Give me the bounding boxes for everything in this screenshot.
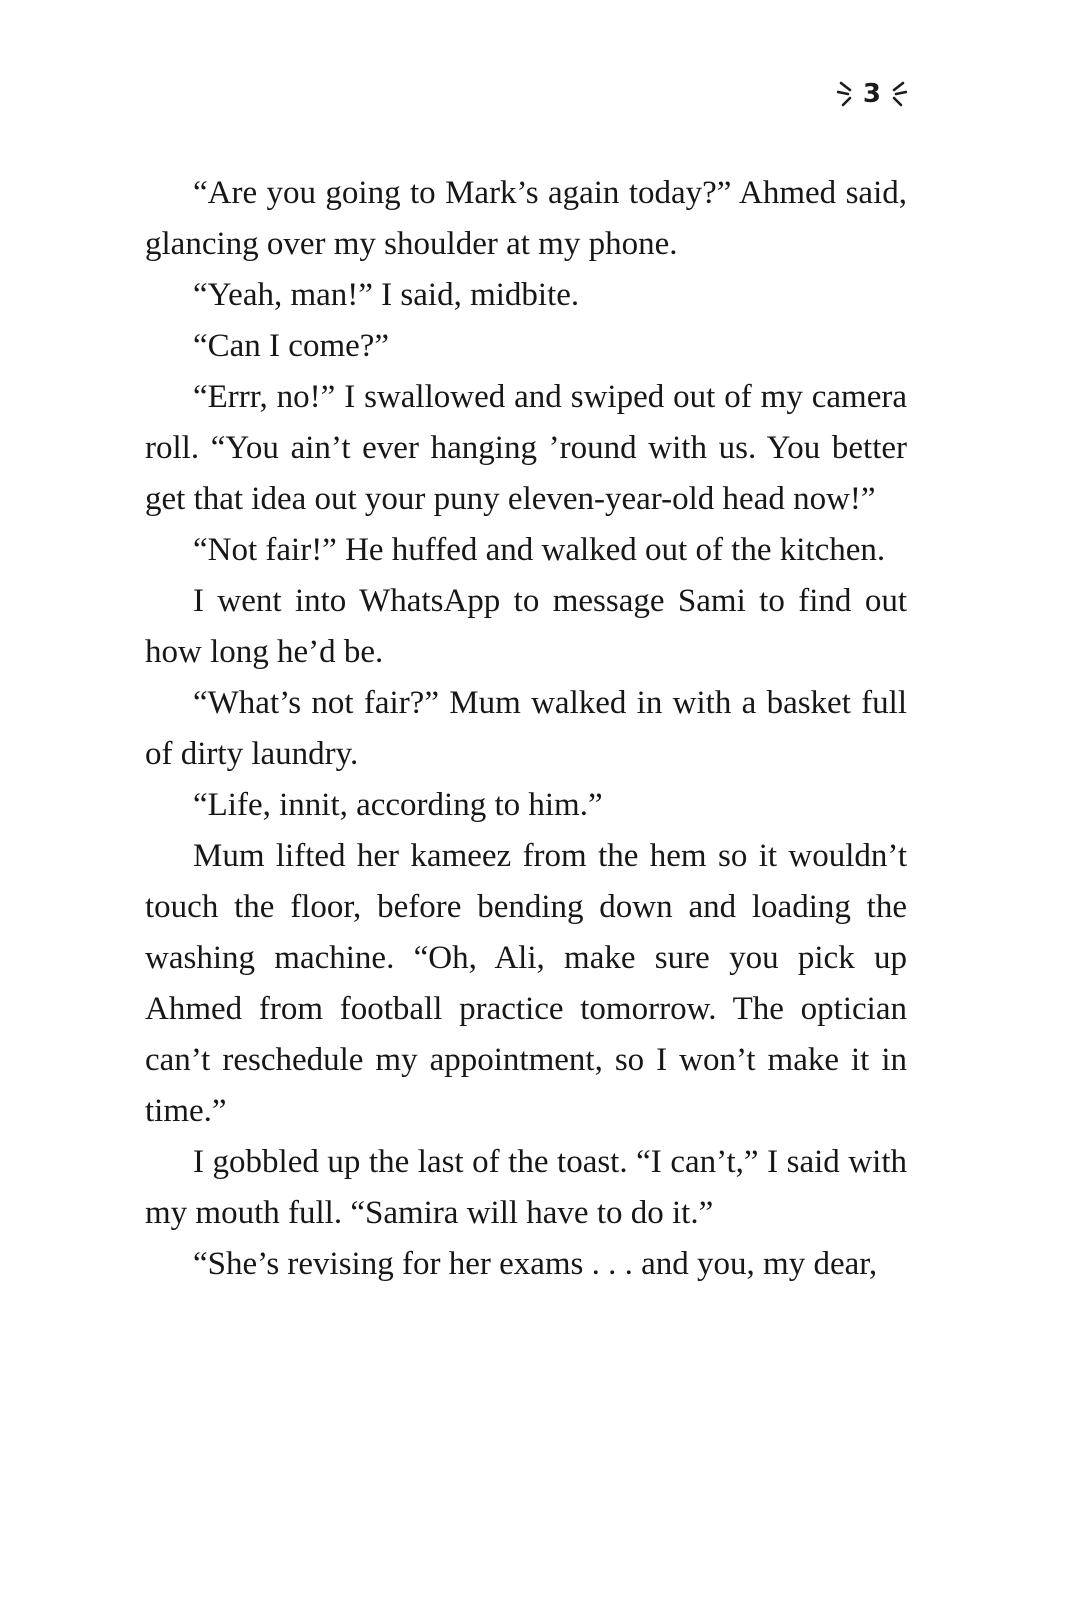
burst-left-icon (837, 80, 854, 107)
paragraph: “What’s not fair?” Mum walked in with a basket full of dirty laundry. (145, 685, 907, 772)
burst-right-icon (890, 80, 907, 107)
page-number-folio (837, 80, 907, 107)
paragraph: “Not fair!” He huffed and walked out of the kitchen. (193, 532, 886, 568)
paragraph: “Can I come?” (193, 328, 390, 364)
paragraph: “Errr, no!” I swallowed and swiped out of my camera roll. “You ain’t ever hanging ’round with us. You better get that idea out your puny eleven-year-old head now!” (145, 379, 907, 517)
page-text-block (145, 168, 907, 1290)
paragraph: “Yeah, man!” I said, midbite. (193, 277, 580, 313)
paragraph: I went into WhatsApp to message Sami to find out how long he’d be. (145, 583, 907, 670)
paragraph: “Are you going to Mark’s again today?” Ahmed said, glancing over my shoulder at my phone. (145, 175, 907, 262)
paragraph: “She’s revising for her exams . . . and you, my dear, (193, 1246, 878, 1282)
paragraph: I gobbled up the last of the toast. “I can’t,” I said with my mouth full. “Samira will have to do it.” (145, 1144, 907, 1231)
paragraph: “Life, innit, according to him.” (193, 787, 603, 823)
page-number: 3 (862, 78, 881, 109)
paragraph: Mum lifted her kameez from the hem so it wouldn’t touch the floor, before bending down and loading the washing machine. “Oh, Ali, make sure you pick up Ahmed from football practice tomorrow. The optician can’t reschedule my appointment, so I won’t make it in time.” (145, 838, 907, 1129)
